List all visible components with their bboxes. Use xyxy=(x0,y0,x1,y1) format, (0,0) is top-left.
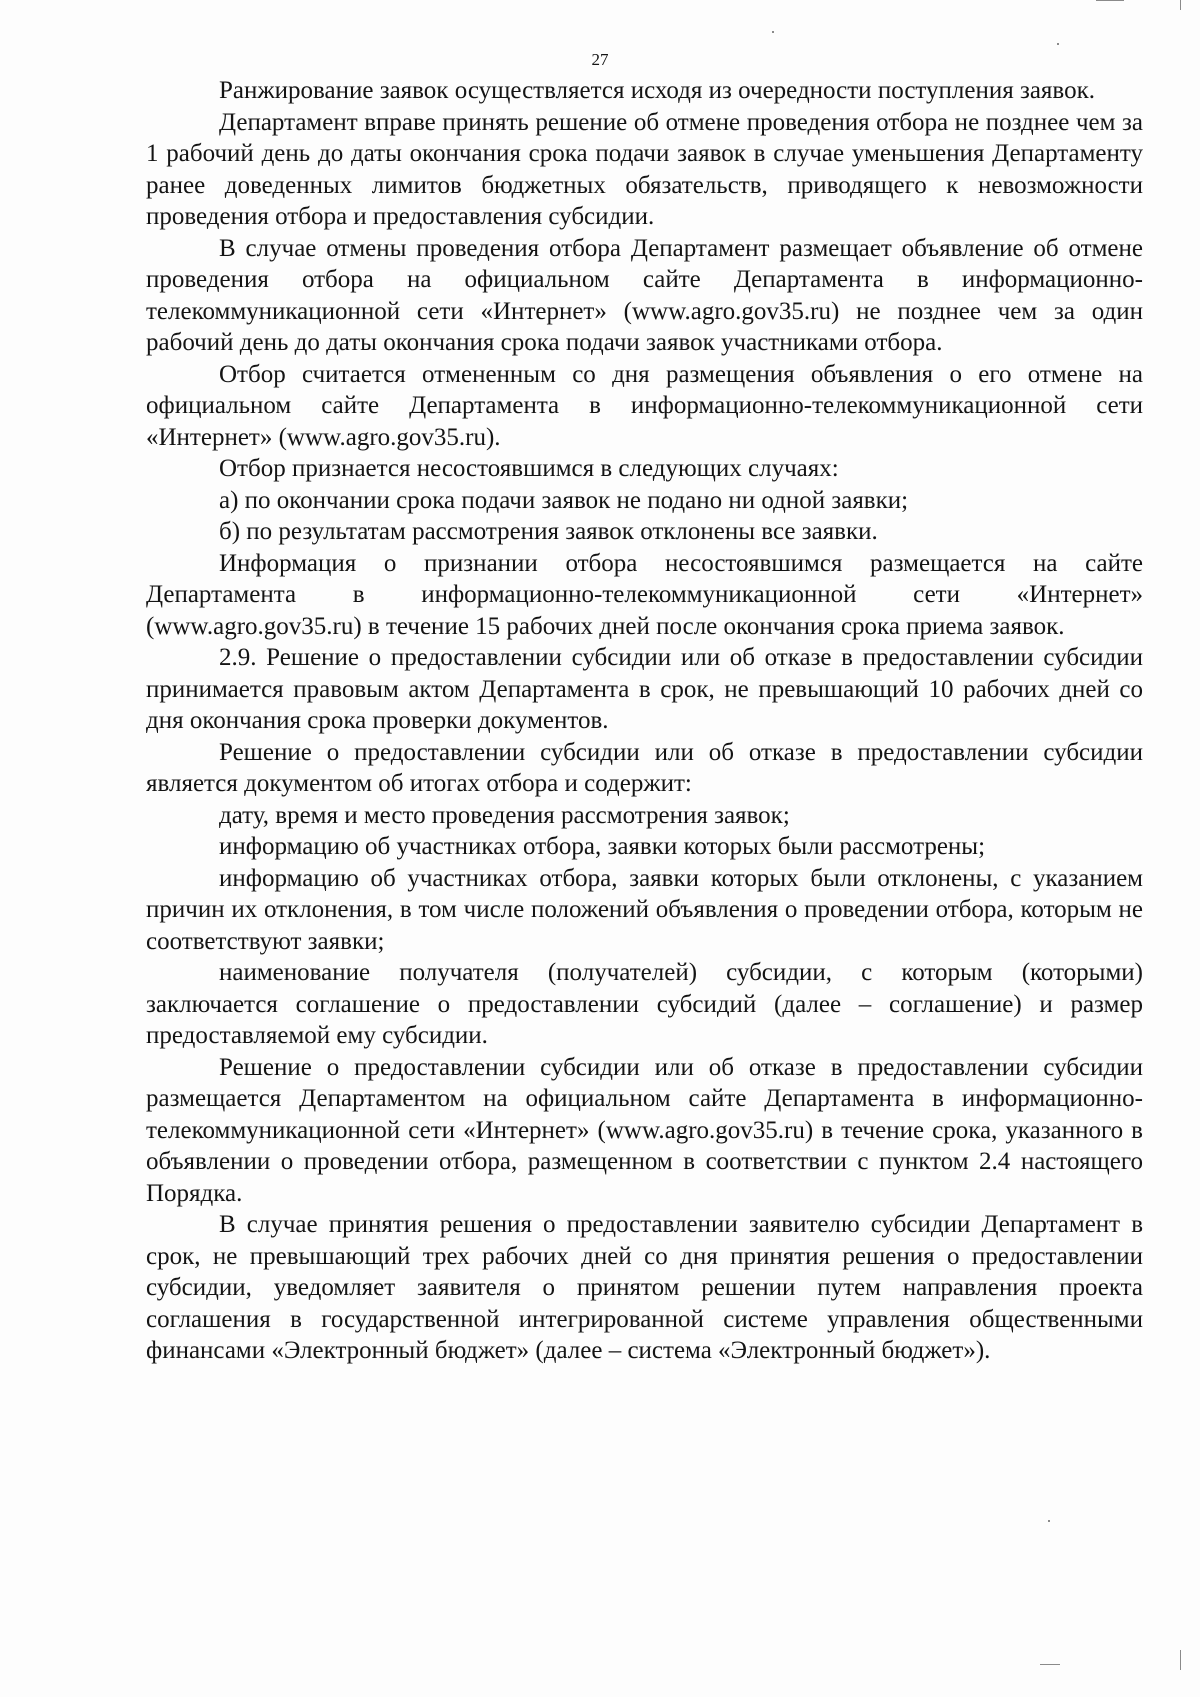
paragraph-failed-selection-intro: Отбор признается несостоявшимся в следующих случаях: xyxy=(219,455,839,482)
paragraph-cancellation-right: Департамент вправе принять решение об отмене проведения отбора не позднее чем за 1 рабочий день до даты окончания срока подачи заявок в случае уменьшения Департаменту ранее доведенных лимитов бюджетных обязательств, приводящего к невозможности проведения отбора и предоставления субсидии. xyxy=(146,108,1143,230)
paragraph-decision-publication: Решение о предоставлении субсидии или об отказе в предоставлении субсидии размещается Департаментом на официальном сайте Департамента в информационно-телекоммуникационной сети «Интернет» (www.agro.gov35.ru) в течение срока, указанного в объявлении о проведении отбора, размещенном в соответствии с пунктом 2.4 настоящего Порядка. xyxy=(146,1053,1143,1207)
scan-mark xyxy=(1040,1664,1060,1665)
paragraph-agreement-notice: В случае принятия решения о предоставлении заявителю субсидии Департамент в срок, не превышающий трех рабочих дней со дня принятия решения о предоставлении субсидии, уведомляет заявителя о принятом решении путем направления проекта соглашения в государственной интегрированной системе управления общественными финансами «Электронный бюджет» (далее – система «Электронный бюджет»). xyxy=(146,1211,1143,1364)
scan-mark xyxy=(1180,1650,1181,1670)
scan-mark xyxy=(1096,0,1124,1)
list-item-decision-date: дату, время и место проведения рассмотрения заявок; xyxy=(219,801,790,829)
paragraph-failed-selection-info: Информация о признании отбора несостоявшимся размещается на сайте Департамента в информационно-телекоммуникационной сети «Интернет» (www.agro.gov35.ru) в течение 15 рабочих дней после окончания срока приема заявок. xyxy=(146,549,1143,640)
scan-mark xyxy=(1057,43,1059,45)
paragraph-section-2-9: 2.9. Решение о предоставлении субсидии или об отказе в предоставлении субсидии принимается правовым актом Департамента в срок, не превышающий 10 рабочих дней со дня окончания срока проверки документов. xyxy=(146,644,1143,734)
list-item-decision-recipient: наименование получателя (получателей) субсидии, с которым (которыми) заключается соглашение о предоставлении субсидий (далее – соглашение) и размер предоставляемой ему субсидии. xyxy=(146,959,1143,1049)
list-item-failed-a: а) по окончании срока подачи заявок не подано ни одной заявки; xyxy=(219,486,909,514)
page-number: 27 xyxy=(591,50,609,69)
scan-mark xyxy=(1180,0,1181,10)
list-item-failed-b: б) по результатам рассмотрения заявок отклонены все заявки. xyxy=(219,518,878,545)
list-item-decision-reviewed: информацию об участниках отбора, заявки которых были рассмотрены; xyxy=(219,833,986,860)
paragraph-decision-contents: Решение о предоставлении субсидии или об отказе в предоставлении субсидии является документом об итогах отбора и содержит: xyxy=(146,738,1143,797)
paragraph-cancellation-effective: Отбор считается отмененным со дня размещения объявления о его отмене на официальном сайте Департамента в информационно-телекоммуникационной сети «Интернет» (www.agro.gov35.ru). xyxy=(146,360,1143,451)
paragraph-cancellation-notice: В случае отмены проведения отбора Департамент размещает объявление об отмене проведения отбора на официальном сайте Департамента в информационно-телекоммуникационной сети «Интернет» (www.agro.gov35.ru) не позднее чем за один рабочий день до даты окончания срока подачи заявок участниками отбора. xyxy=(146,234,1143,356)
scan-mark xyxy=(1048,1520,1050,1522)
list-item-decision-rejected: информацию об участниках отбора, заявки которых были отклонены, с указанием причин их отклонения, в том числе положений объявления о проведении отбора, которым не соответствуют заявки; xyxy=(146,864,1143,955)
paragraph-ranking: Ранжирование заявок осуществляется исходя из очередности поступления заявок. xyxy=(219,77,1095,104)
scan-mark xyxy=(772,31,774,33)
document-body xyxy=(146,75,1143,1367)
